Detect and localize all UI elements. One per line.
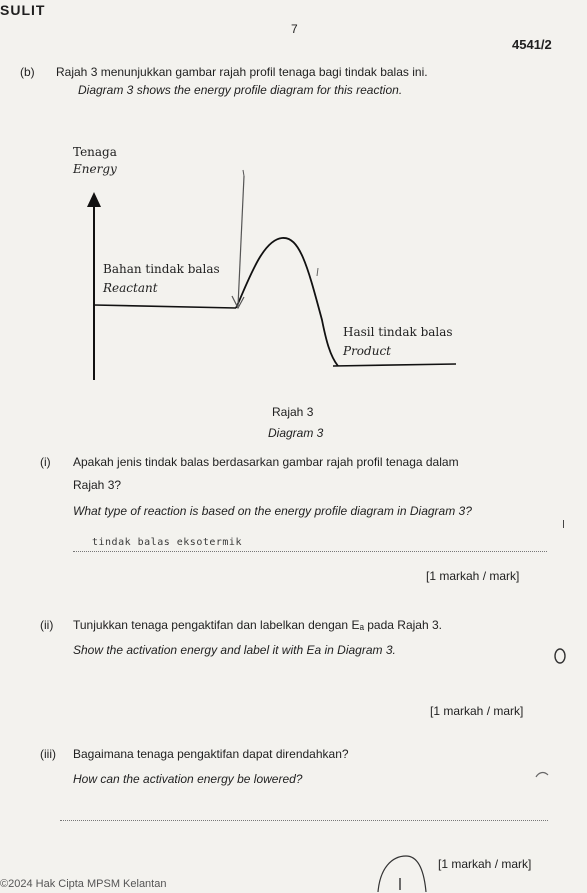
paper-code: 4541/2 xyxy=(512,37,552,52)
y-axis-label-ms: Tenaga xyxy=(73,145,117,159)
question-iii-text-ms: Bagaimana tenaga pengaktifan dapat direndahkan? xyxy=(73,747,349,761)
diagram-caption-en: Diagram 3 xyxy=(268,426,324,440)
score-circle-mark xyxy=(370,848,430,893)
pencil-tick xyxy=(243,170,244,176)
question-iii-marks: [1 markah / mark] xyxy=(438,857,532,871)
energy-curve xyxy=(236,238,338,366)
question-iii-text-en: How can the activation energy be lowered? xyxy=(73,772,303,786)
copyright-footer: ©2024 Hak Cipta MPSM Kelantan xyxy=(0,878,167,890)
product-level-line xyxy=(333,364,456,366)
question-i-answer-line xyxy=(73,551,547,552)
product-label-ms: Hasil tindak balas xyxy=(343,325,453,339)
pencil-scribble xyxy=(532,768,552,784)
pencil-arrow-line xyxy=(238,176,244,306)
question-iii-label: (iii) xyxy=(40,747,56,761)
question-i-text-en: What type of reaction is based on the energy profile diagram in Diagram 3? xyxy=(73,504,472,518)
tick-mark xyxy=(563,520,564,528)
diagram-caption-ms: Rajah 3 xyxy=(272,405,314,419)
question-i-marks: [1 markah / mark] xyxy=(426,569,520,583)
question-i-answer: tindak balas eksotermik xyxy=(92,537,242,548)
question-ii-label: (ii) xyxy=(40,618,54,632)
question-i-text-ms-1: Apakah jenis tindak balas berdasarkan gambar rajah profil tenaga dalam xyxy=(73,455,459,469)
reactant-level-line xyxy=(94,305,236,308)
question-b-text-en: Diagram 3 shows the energy profile diagram for this reaction. xyxy=(78,83,403,97)
energy-axis-arrowhead xyxy=(87,192,101,207)
question-b-text-ms: Rajah 3 menunjukkan gambar rajah profil tenaga bagi tindak balas ini. xyxy=(56,65,428,79)
question-ii-text-ms: Tunjukkan tenaga pengaktifan dan labelkan dengan Eₐ pada Rajah 3. xyxy=(73,618,442,632)
sulit-header: SULIT xyxy=(0,2,46,18)
energy-profile-diagram xyxy=(0,0,587,420)
score-zero-mark xyxy=(550,645,570,667)
product-label-en: Product xyxy=(343,344,391,358)
reactant-label-ms: Bahan tindak balas xyxy=(103,262,220,276)
pencil-mark xyxy=(317,268,318,276)
page-number: 7 xyxy=(291,22,298,36)
y-axis-label-en: Energy xyxy=(73,162,117,176)
question-i-text-ms-2: Rajah 3? xyxy=(73,478,122,492)
reactant-label-en: Reactant xyxy=(103,281,158,295)
question-ii-text-en: Show the activation energy and label it with Ea in Diagram 3. xyxy=(73,643,396,657)
question-iii-answer-line xyxy=(60,820,548,821)
question-b-label: (b) xyxy=(20,65,35,79)
question-i-label: (i) xyxy=(40,455,51,469)
question-ii-marks: [1 markah / mark] xyxy=(430,704,524,718)
